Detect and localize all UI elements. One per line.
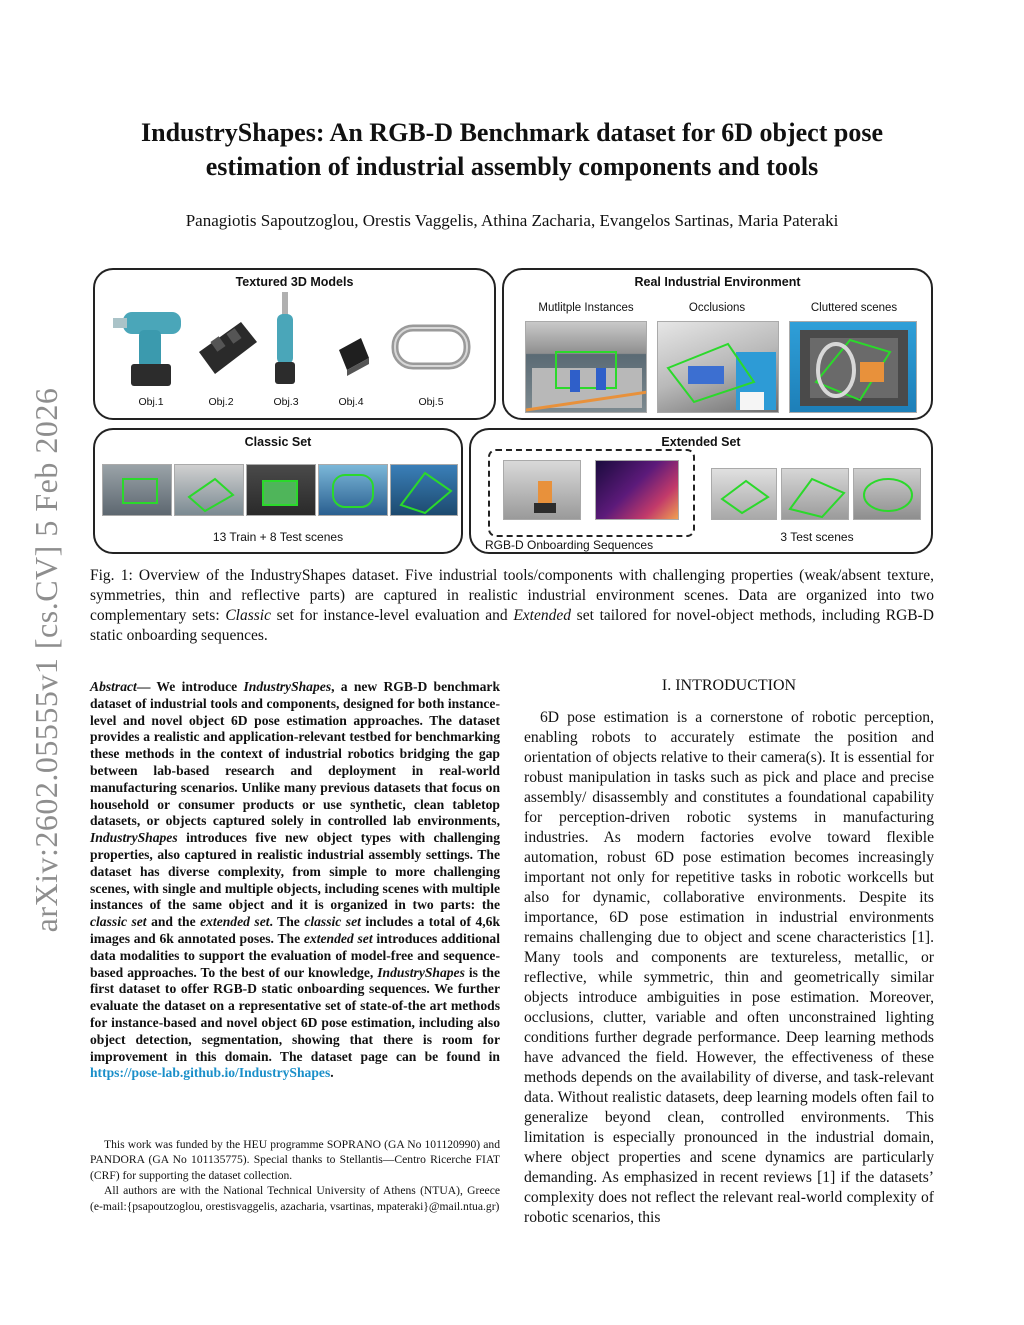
- paper-title: IndustryShapes: An RGB-D Benchmark dataset for 6D object pose estimation of industrial assembly components and tools: [140, 118, 883, 181]
- extended-scene-3: [853, 468, 921, 520]
- object-models-illustration: [95, 292, 494, 412]
- author-list: Panagiotis Sapoutzoglou, Orestis Vaggelis, Athina Zacharia, Evangelos Sartinas, Maria Pateraki: [185, 211, 839, 230]
- extended-scene-1: [711, 468, 777, 520]
- real-environment-title: Real Industrial Environment: [634, 275, 801, 289]
- onboarding-caption: RGB-D Onboarding Sequences: [485, 538, 654, 552]
- textured-models-title: Textured 3D Models: [235, 275, 354, 289]
- footnote: [90, 1137, 500, 1214]
- cluttered-scenes-image: [789, 321, 917, 413]
- real-environment-panel: [502, 268, 933, 420]
- object-label-3: Obj.3: [273, 396, 299, 408]
- affiliation-note: All authors are with the National Technical University of Athens (NTUA), Greece (e-mail:{psapoutzoglou, orestisvaggelis, azacharia, vsartinas, mpateraki}@mail.ntua.gr): [90, 1184, 500, 1213]
- dataset-page-link[interactable]: https://pose-lab.github.io/IndustryShapes: [90, 1065, 331, 1081]
- object-label-2: Obj.2: [208, 396, 234, 408]
- figure-caption: Fig. 1: Overview of the IndustryShapes dataset. Five industrial tools/components with challenging properties (weak/absent texture, symmetries, thin and reflective parts) are captured in realistic industrial environment scenes. Data are organized into two complementary sets: Classic set for instance-level evaluation and Extended set tailored for novel-object methods, including RGB-D static onboarding sequences.: [90, 567, 934, 644]
- classic-scene-5: [390, 464, 458, 516]
- screwdriver-model: [275, 292, 295, 384]
- onboarding-depth-frame: [595, 460, 679, 520]
- onboarding-rgb-frame: [503, 460, 581, 520]
- classic-scene-4: [318, 464, 388, 516]
- arxiv-identifier-stamp: arXiv:2602.05555v1 [cs.CV] 5 Feb 2026: [28, 387, 64, 933]
- occlusions-label: Occlusions: [688, 302, 746, 314]
- introduction-body: 6D pose estimation is a cornerstone of robotic perception, enabling robots to accurately estimate the position and orientation of objects relative to their camera(s). It is essential for robust manipulation in tasks such as pick and place and precise assembly/ disassembly and constitutes a foundational capability for perception-driven robotic systems in manufacturing industries. As modern factories evolve toward flexible automation, robust 6D pose estimation becomes increasingly important not only for repetitive tasks in robotic workcells but also for dynamic, collaborative environments. Despite its importance, 6D pose estimation in industrial environments remains challenging due to object and scene characteristics [1]. Many tools and components are textureless, metallic, or reflective, while symmetric, thin and geometrically similar objects introduce ambiguities in pose estimation. Moreover, occlusions, clutter, variable and often unconstrained lighting conditions further degrade performance. Deep learning methods have advanced the field. However, the effectiveness of these methods depends on the availability of diverse, and task-relevant data. Without realistic datasets, deep learning models often fail to generalize beyond clean, controlled environments. This limitation is especially pronounced in the industrial domain, where object properties and scene dynamics are particularly demanding. As emphasized in recent reviews [1] if the datasets’ complexity does not reflect the relevant real-world complexity of robotic scenarios, this: [524, 709, 934, 1226]
- classic-set-caption: 13 Train + 8 Test scenes: [212, 530, 344, 544]
- drill-model: [113, 312, 181, 386]
- classic-set-title: Classic Set: [244, 435, 312, 449]
- multiple-instances-label: Mutlitple Instances: [538, 302, 634, 314]
- classic-scene-1: [102, 464, 172, 516]
- classic-set-panel: [93, 428, 463, 554]
- classic-scene-3: [246, 464, 316, 516]
- switch-panel-model: [199, 322, 257, 374]
- ring-frame-model: [395, 328, 467, 366]
- introduction-heading: I. INTRODUCTION: [661, 677, 797, 694]
- multiple-instances-image: [525, 321, 647, 413]
- object-label-1: Obj.1: [138, 396, 164, 408]
- object-label-4: Obj.4: [338, 396, 364, 408]
- classic-scene-2: [174, 464, 244, 516]
- extended-set-caption: 3 Test scenes: [780, 530, 854, 544]
- funding-note: This work was funded by the HEU programme SOPRANO (GA No 101120990) and PANDORA (GA No 101135775). Special thanks to Stellantis—Centro Ricerche FIAT (CRF) for supporting the dataset collection.: [90, 1138, 500, 1182]
- abstract: Abstract— We introduce IndustryShapes, a new RGB-D benchmark dataset of industrial tools and components, designed for both instance-level and novel object 6D pose estimation approaches. The dataset provides a realistic and application-relevant testbed for benchmarking these methods in the context of industrial robotics bridging the gap between lab-based research and deployment in real-world manufacturing scenarios. Unlike many previous datasets that focus on household or consumer products or use synthetic, clean tabletop datasets, or objects captured solely in controlled lab environments, IndustryShapes introduces five new object types with challenging properties, also captured in realistic industrial assembly settings. The dataset has diverse complexity, from simple to more challenging scenes, with single and multiple objects, including scenes with multiple instances of the same object and it is organized in two parts: the classic set and the extended set. The classic set includes a total of 4,6k images and 6k annotated poses. The extended set introduces additional data modalities to support the evaluation of model-free and sequence-based approaches. To the best of our knowledge, IndustryShapes is the first dataset to offer RGB-D static onboarding sequences. We further evaluate the dataset on a representative set of state-of-the art methods for instance-based and novel object 6D pose estimation, including also object detection, segmentation, showing that there is room for improvement in this domain. The dataset page can be found in https://pose-lab.github.io/IndustryShapes.: [90, 679, 501, 1081]
- occlusions-image: [657, 321, 779, 413]
- textured-models-panel: [93, 268, 496, 420]
- object-label-5: Obj.5: [418, 396, 444, 408]
- bracket-model: [339, 338, 369, 376]
- extended-set-panel: [469, 428, 933, 554]
- extended-set-title: Extended Set: [661, 435, 741, 449]
- abstract-label: Abstract: [90, 679, 137, 694]
- extended-scene-2: [781, 468, 849, 520]
- cluttered-scenes-label: Cluttered scenes: [810, 302, 898, 314]
